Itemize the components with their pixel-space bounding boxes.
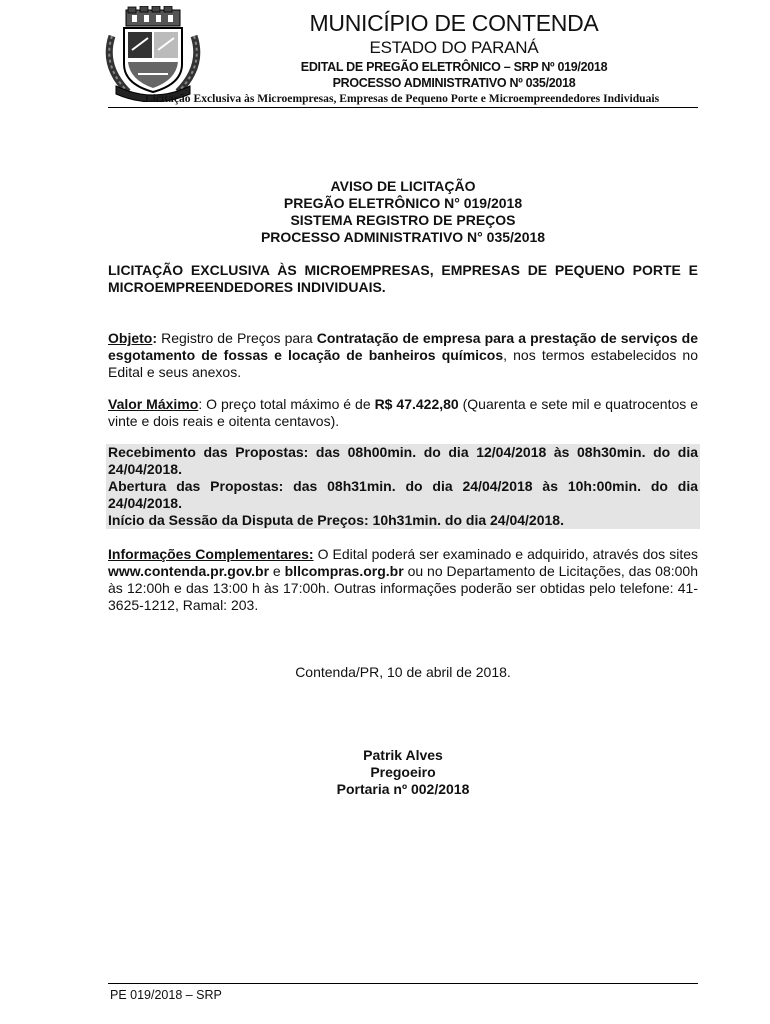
header-divider <box>108 107 698 108</box>
exclusive-bidding-statement: LICITAÇÃO EXCLUSIVA ÀS MICROEMPRESAS, EMPRESAS DE PEQUENO PORTE E MICROEMPREENDEDORES INDIVIDUAIS. <box>108 262 698 295</box>
max-value-label: Valor Máximo <box>108 396 199 412</box>
processo-reference: PROCESSO ADMINISTRATIVO Nº 035/2018 <box>332 76 576 90</box>
object-label: Objeto <box>108 330 153 346</box>
max-value-amount: R$ 47.422,80 <box>374 396 459 412</box>
proposal-opening: Abertura das Propostas: das 08h31min. do dia 24/04/2018 às 10h:00min. do dia 24/04/2018. <box>108 478 698 511</box>
notice-title: AVISO DE LICITAÇÃO <box>330 178 476 194</box>
footer-reference: PE 019/2018 – SRP <box>110 988 222 1002</box>
max-value-paragraph <box>108 396 698 430</box>
object-description: Contratação de empresa para a prestação de serviços de esgotamento de fossas e locação de banheiros químicos <box>108 330 699 363</box>
registry-system: SISTEMA REGISTRO DE PREÇOS <box>290 212 516 228</box>
exclusive-bidding-note: Licitação Exclusiva às Microempresas, Empresas de Pequeno Porte e Microempreendedores Individuais <box>144 92 660 105</box>
municipal-coat-of-arms-icon <box>98 6 208 102</box>
signer-role: Pregoeiro <box>370 764 436 780</box>
pregao-number: PREGÃO ELETRÔNICO N° 019/2018 <box>283 195 523 211</box>
signer-name: Patrik Alves <box>363 747 443 763</box>
footer-divider <box>108 983 698 984</box>
additional-info-label: Informações Complementares: <box>108 546 314 562</box>
object-paragraph <box>108 330 698 381</box>
session-start: Início da Sessão da Disputa de Preços: 10h31min. do dia 24/04/2018. <box>108 512 564 528</box>
place-and-date: Contenda/PR, 10 de abril de 2018. <box>295 664 511 680</box>
proposal-receipt: Recebimento das Propostas: das 08h00min. do dia 12/04/2018 às 08h30min. do dia 24/04/2018. <box>108 444 698 477</box>
schedule-block <box>106 444 700 529</box>
notice-heading <box>108 178 698 246</box>
edital-reference: EDITAL DE PREGÃO ELETRÔNICO – SRP Nº 019/2018 <box>300 60 608 74</box>
process-number: PROCESSO ADMINISTRATIVO N° 035/2018 <box>260 229 546 245</box>
additional-info-text-2: e <box>269 563 285 579</box>
additional-info-text-1: O Edital poderá ser examinado e adquirido, através dos sites <box>313 546 698 562</box>
site-contenda: www.contenda.pr.gov.br <box>108 563 270 579</box>
signer-portaria: Portaria nº 002/2018 <box>336 781 470 797</box>
additional-info-paragraph <box>108 546 698 614</box>
additional-info-text-3: ou no Departamento de Licitações, das 08:00h às 12:00h e das 13:00 h às 17:00h. Outras informações poderão ser obtidas pelo telefone: 41-3625-1212, Ramal: 203. <box>108 563 698 613</box>
state-name: ESTADO DO PARANÁ <box>369 38 539 57</box>
signature-block <box>108 747 698 798</box>
max-value-text-2: (Quarenta e sete mil e quatrocentos e vinte e dois reais e oitenta centavos). <box>108 396 698 429</box>
object-text-2: , nos termos estabelecidos no Edital e seus anexos. <box>108 347 698 380</box>
object-colon: : <box>152 330 158 346</box>
object-text-1: Registro de Preços para <box>157 330 317 346</box>
site-bllcompras: bllcompras.org.br <box>284 563 404 579</box>
municipality-title: MUNICÍPIO DE CONTENDA <box>309 10 599 36</box>
max-value-text-1: : O preço total máximo é de <box>198 396 375 412</box>
